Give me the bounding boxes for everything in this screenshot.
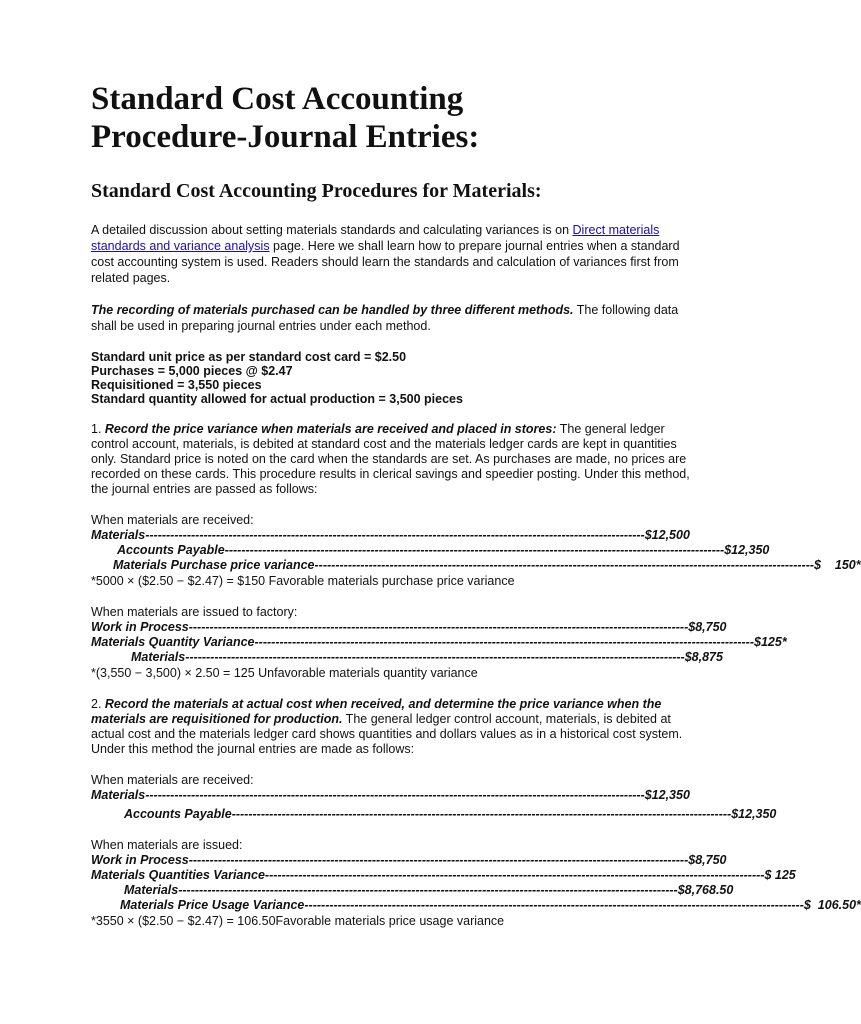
amount: $12,350 bbox=[644, 788, 690, 802]
method-number: 2. bbox=[91, 697, 105, 711]
method-1-text: The general ledger control account, materials, is debited at standard cost and the materials ledger cards are kept in quantities only. Standard price is noted on the card when the standards are set. As purchases are made, no prices are recorded on these cards. This procedure results in clerical savings and speedier posting. Under this method, the journal entries are passed as follows: bbox=[91, 422, 690, 496]
account-name: Accounts Payable bbox=[124, 807, 232, 821]
document-page bbox=[91, 80, 861, 929]
data-line: Standard unit price as per standard cost card = $2.50 bbox=[91, 350, 407, 364]
amount: $ 150* bbox=[814, 558, 861, 572]
entry-heading: When materials are issued: bbox=[91, 838, 243, 852]
leader-dashes: ------------------------------------------------------------------------------------------------------------------------ bbox=[145, 788, 645, 802]
variance-note: *3550 × ($2.50 − $2.47) = 106.50Favorable materials price usage variance bbox=[91, 914, 505, 928]
intro-text-end: page. Here we shall learn how to prepare journal entries when a standard cost accounting system is used. Readers should learn the standards and calculation of variances first from related pages. bbox=[91, 239, 680, 285]
account-name: Materials Purchase price variance bbox=[113, 558, 315, 572]
account-name: Materials bbox=[91, 528, 146, 542]
leader-dashes: ------------------------------------------------------------------------------------------------------------------------ bbox=[185, 650, 685, 664]
intro-paragraph bbox=[91, 222, 691, 286]
leader-dashes: ------------------------------------------------------------------------------------------------------------------------ bbox=[224, 543, 725, 557]
leader-dashes: ------------------------------------------------------------------------------------------------------------------------ bbox=[145, 528, 645, 542]
data-line: Requisitioned = 3,550 pieces bbox=[91, 378, 262, 392]
method-1-paragraph bbox=[91, 422, 691, 497]
method-1-lead: Record the price variance when materials are received and placed in stores: bbox=[104, 422, 557, 436]
amount: $12,500 bbox=[644, 528, 690, 542]
amount: $8,768.50 bbox=[677, 883, 734, 897]
leader-dashes: ------------------------------------------------------------------------------------------------------------------------ bbox=[231, 807, 732, 821]
account-name: Materials bbox=[91, 788, 146, 802]
leader-dashes: ------------------------------------------------------------------------------------------------------------------------ bbox=[264, 868, 765, 882]
data-line: Purchases = 5,000 pieces @ $2.47 bbox=[91, 364, 293, 378]
methods-paragraph bbox=[91, 302, 691, 334]
leader-dashes: ------------------------------------------------------------------------------------------------------------------------ bbox=[188, 620, 689, 634]
account-name: Materials bbox=[124, 883, 179, 897]
variance-note: *(3,550 − 3,500) × 2.50 = 125 Unfavorable materials quantity variance bbox=[91, 666, 478, 680]
journal-line bbox=[113, 558, 861, 573]
account-name: Materials Quantities Variance bbox=[91, 868, 265, 882]
amount: $ 106.50* bbox=[803, 898, 861, 912]
amount: $125* bbox=[754, 635, 787, 649]
journal-line bbox=[124, 883, 734, 898]
journal-line bbox=[91, 635, 787, 650]
account-name: Materials Quantity Variance bbox=[91, 635, 255, 649]
account-name: Work in Process bbox=[91, 620, 189, 634]
account-name: Materials bbox=[131, 650, 186, 664]
account-name: Materials Price Usage Variance bbox=[120, 898, 305, 912]
amount: $8,875 bbox=[684, 650, 723, 664]
direct-materials-link[interactable]: Direct materials standards and variance analysis bbox=[91, 223, 660, 253]
journal-line bbox=[91, 528, 690, 543]
methods-lead: The recording of materials purchased can be handled by three different methods. bbox=[91, 303, 574, 317]
amount: $12,350 bbox=[724, 543, 770, 557]
page-title: Standard Cost Accounting Procedure-Journal Entries: bbox=[91, 81, 480, 155]
section-title: Standard Cost Accounting Procedures for Materials: bbox=[91, 180, 542, 202]
leader-dashes: ------------------------------------------------------------------------------------------------------------------------ bbox=[254, 635, 755, 649]
entry-heading: When materials are received: bbox=[91, 773, 254, 787]
entry-heading: When materials are issued to factory: bbox=[91, 605, 298, 619]
leader-dashes: ------------------------------------------------------------------------------------------------------------------------ bbox=[314, 558, 815, 572]
intro-text: A detailed discussion about setting materials standards and calculating variances is on bbox=[91, 223, 573, 237]
method-number: 1. bbox=[91, 422, 105, 436]
journal-line bbox=[117, 543, 770, 558]
method-2-paragraph bbox=[91, 697, 691, 757]
leader-dashes: ------------------------------------------------------------------------------------------------------------------------ bbox=[304, 898, 804, 912]
journal-line bbox=[120, 898, 861, 913]
entry-heading: When materials are received: bbox=[91, 513, 254, 527]
amount: $12,350 bbox=[731, 807, 777, 821]
journal-line bbox=[131, 650, 723, 665]
amount: $8,750 bbox=[688, 620, 727, 634]
variance-note: *5000 × ($2.50 − $2.47) = $150 Favorable materials purchase price variance bbox=[91, 574, 515, 588]
method-2-text: The general ledger control account, materials, is debited at actual cost and the materials ledger card shows quantities and dollars values as in a historical cost system. Under this method the journal entries are made as follows: bbox=[91, 712, 683, 756]
journal-line bbox=[91, 853, 727, 868]
journal-line bbox=[91, 788, 690, 803]
amount: $ 125 bbox=[764, 868, 796, 882]
account-name: Accounts Payable bbox=[117, 543, 225, 557]
journal-line bbox=[124, 807, 777, 822]
methods-text: The following data shall be used in preparing journal entries under each method. bbox=[91, 303, 679, 333]
amount: $8,750 bbox=[688, 853, 727, 867]
data-line: Standard quantity allowed for actual production = 3,500 pieces bbox=[91, 392, 463, 406]
journal-line bbox=[91, 868, 796, 883]
journal-line bbox=[91, 620, 727, 635]
account-name: Work in Process bbox=[91, 853, 189, 867]
method-2-lead: Record the materials at actual cost when received, and determine the price variance when the materials are requisitioned for production. bbox=[91, 697, 662, 726]
leader-dashes: ------------------------------------------------------------------------------------------------------------------------ bbox=[188, 853, 689, 867]
leader-dashes: ------------------------------------------------------------------------------------------------------------------------ bbox=[178, 883, 678, 897]
